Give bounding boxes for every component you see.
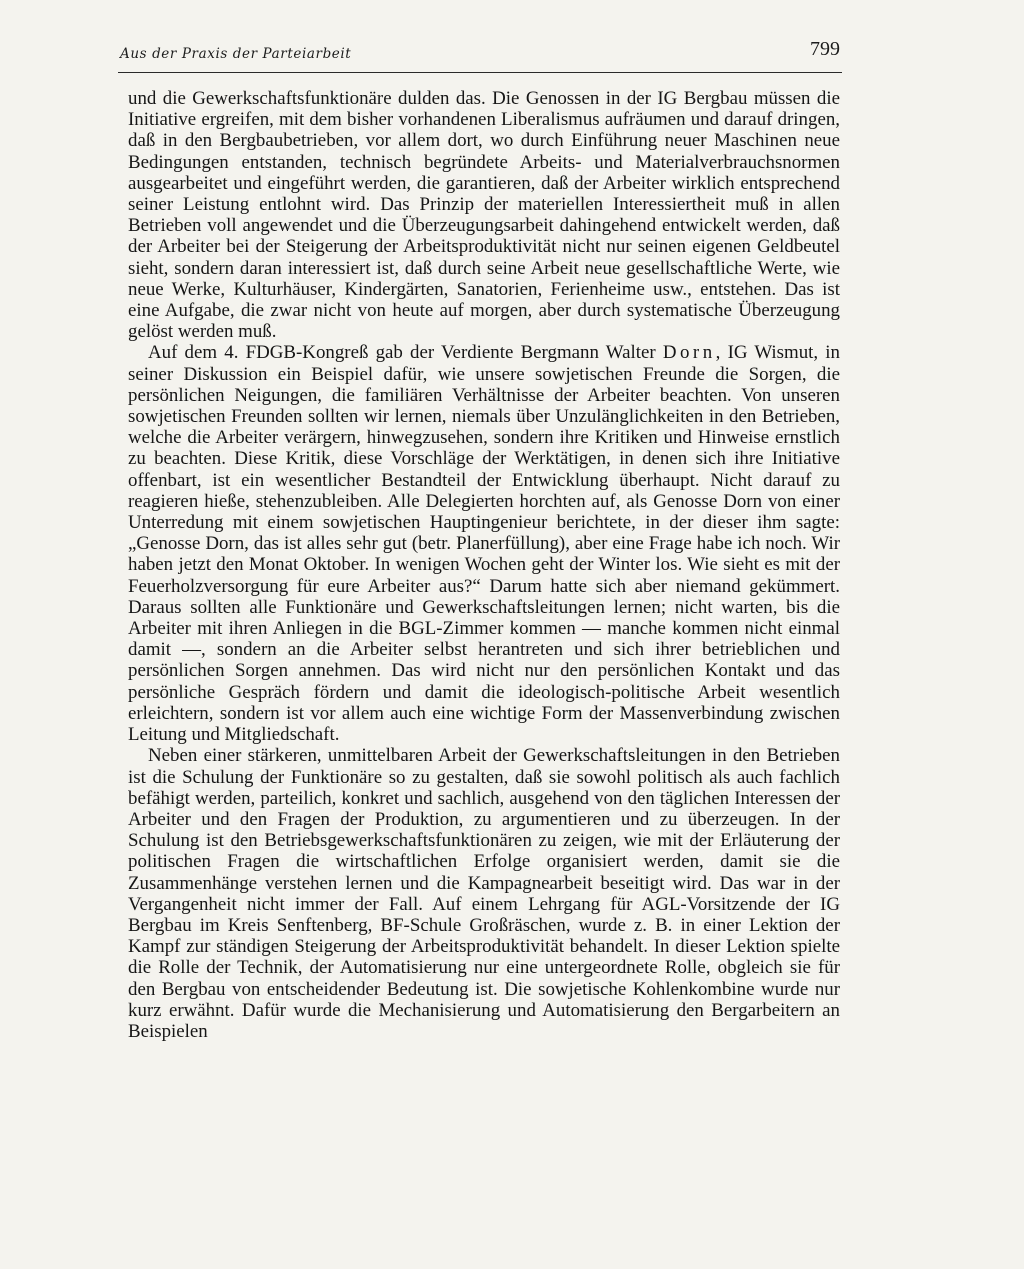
name-dorn: Dorn — [662, 342, 716, 364]
page-header — [118, 38, 842, 73]
body-text — [128, 88, 840, 1042]
paragraph-1: und die Gewerkschaftsfunktionäre dulden das. Die Genossen in der IG Bergbau müssen die Initiative ergreifen, mit dem bisher vorhandenen Liberalismus aufräumen und darauf dringen, daß in den Bergbaubetrieben, vor allem dort, wo durch Einführung neuer Maschinen neue Bedingungen entstanden, technisch begründete Arbeits- und Materialverbrauchsnormen ausgearbeitet und eingeführt werden, die garantieren, daß der Arbeiter wirklich entsprechend seiner Leistung entlohnt wird. Das Prinzip der materiellen Interessiertheit muß in allen Betrieben voll angewendet und die Überzeugungsarbeit dahingehend entwickelt werden, daß der Arbeiter bei der Steigerung der Arbeitsproduktivität nicht nur seinen eigenen Geldbeutel sieht, sondern daran interessiert ist, daß durch seine Arbeit neue gesellschaftliche Werte, wie neue Werke, Kulturhäuser, Kindergärten, Sanatorien, Ferienheime usw., entstehen. Das ist eine Aufgabe, die zwar nicht von heute auf morgen, aber durch systematische Überzeugung gelöst werden muß. — [128, 88, 840, 343]
paragraph-3: Neben einer stärkeren, unmittelbaren Arbeit der Gewerkschaftsleitungen in den Betrieben ist die Schulung der Funktionäre so zu gestalten, daß sie sowohl politisch als auch fachlich befähigt werden, parteilich, konkret und sachlich, ausgehend von den täglichen Interessen der Arbeiter und den Fragen der Produktion, zu argumentieren und zu überzeugen. In der Schulung ist den Betriebsgewerkschaftsfunktionären zu zeigen, wie mit der Erläuterung der politischen Fragen die wirtschaftlichen Erfolge organisiert werden, damit sie die Zusammenhänge verstehen lernen und die Kampagnearbeit beseitigt wird. Das war in der Vergangenheit nicht immer der Fall. Auf einem Lehrgang für AGL-Vorsitzende der IG Bergbau im Kreis Senftenberg, BF-Schule Großräschen, wurde z. B. in einer Lektion der Kampf zur ständigen Steigerung der Arbeitsproduktivität behandelt. In dieser Lektion spielte die Rolle der Technik, der Automatisierung nur eine untergeordnete Rolle, obgleich sie für den Bergbau von entscheidender Bedeutung ist. Die sowjetische Kohlenkombine wurde nur kurz erwähnt. Dafür wurde die Mechanisierung und Automatisierung den Bergarbeitern an Beispielen — [128, 745, 840, 1042]
page-number: 799 — [810, 38, 840, 60]
paragraph-2-start: Auf dem 4. FDGB-Kongreß gab der Verdiente Bergmann Walter — [148, 342, 663, 364]
running-head: Aus der Praxis der Parteiarbeit — [120, 46, 352, 62]
paragraph-2-rest: , IG Wismut, in seiner Diskussion ein Beispiel dafür, wie unsere sowjetischen Freunde die Sorgen, die persönlichen Neigungen, die familiären Verhältnisse der Arbeiter beachten. Von unseren sowjetischen Freunden sollten wir lernen, niemals über Unzulänglichkeiten in den Betrieben, welche die Arbeiter verärgern, hinwegzusehen, sondern ihre Kritiken und Hinweise ernstlich zu beachten. Diese Kritik, diese Vorschläge der Werktätigen, in denen sich ihre Initiative offenbart, ist ein wesentlicher Bestandteil der Entwicklung überhaupt. Nicht darauf zu reagieren hieße, stehenzubleiben. Alle Delegierten horchten auf, als Genosse Dorn von einer Unterredung mit einem sowjetischen Hauptingenieur berichtete, in der dieser ihm sagte: „Genosse Dorn, das ist alles sehr gut (betr. Planerfüllung), aber eine Frage habe ich noch. Wir haben jetzt den Monat Oktober. In wenigen Wochen geht der Winter los. Wie sieht es mit der Feuerholzversorgung für eure Arbeiter aus?“ Darum hatte sich aber niemand gekümmert. Daraus sollten alle Funktionäre und Gewerkschaftsleitungen lernen; nicht warten, bis die Arbeiter mit ihren Anliegen in die BGL-Zimmer kommen — manche kommen nicht einmal damit —, sondern an die Arbeiter selbst herantreten und sich ihrer betrieblichen und persönlichen Sorgen annehmen. Das wird nicht nur den persönlichen Kontakt und das persönliche Gespräch fördern und damit die ideologisch-politische Arbeit wesentlich erleichtern, sondern ist vor allem auch eine wichtige Form der Massenverbindung zwischen Leitung und Mitgliedschaft. — [128, 342, 840, 746]
paragraph-2 — [128, 342, 840, 745]
